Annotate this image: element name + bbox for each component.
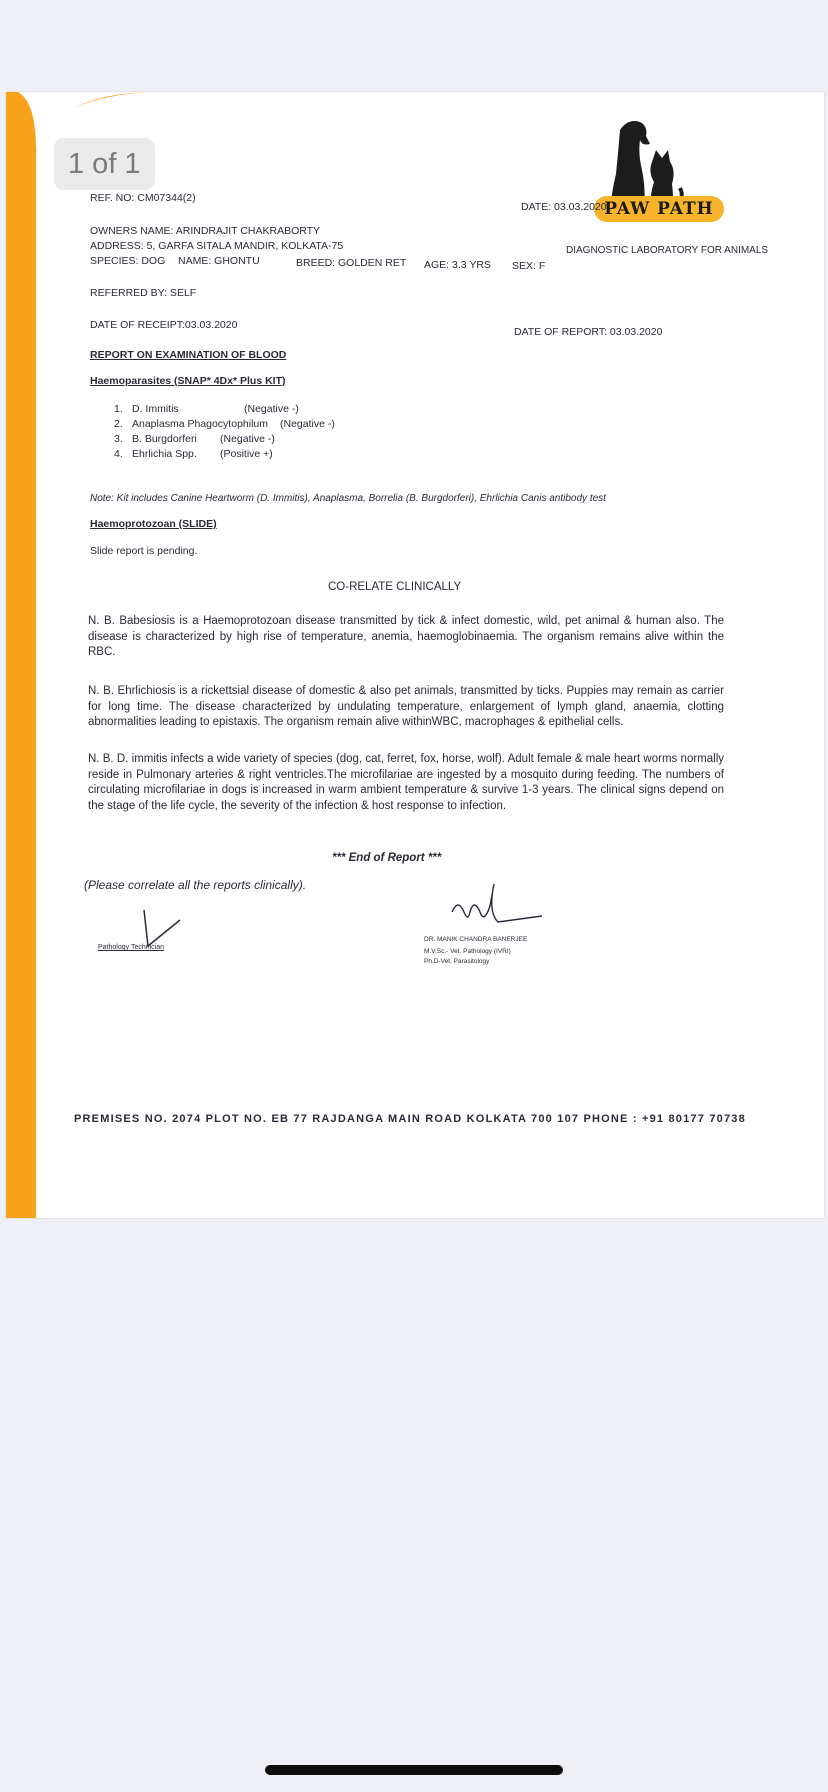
correlate-note: (Please correlate all the reports clinically). xyxy=(84,878,307,892)
home-indicator[interactable] xyxy=(265,1765,563,1775)
technician-label: Pathology Technician xyxy=(98,944,165,951)
babesiosis-note: N. B. Babesiosis is a Haemoprotozoan disease transmitted by tick & infect domestic, wild, pet animal & human also. The disease is characterized by high rise of temperature, anemia, haemoglobinaemia. The organism remains alive within the RBC. xyxy=(88,615,724,658)
owner-name: OWNERS NAME: ARINDRAJIT CHAKRABORTY xyxy=(90,225,321,237)
pet-name: NAME: GHONTU xyxy=(178,255,260,267)
list-item: 1. D. Immitis (Negative -) xyxy=(114,403,299,415)
breed: BREED: GOLDEN RET xyxy=(296,257,407,269)
report-page xyxy=(6,92,824,1218)
doctor-qualification-1: M.V.Sc.- Vet. Pathology (IVRI) xyxy=(424,948,511,955)
list-item: 2. Anaplasma Phagocytophilum (Negative -) xyxy=(114,418,335,430)
correlate-heading: CO-RELATE CLINICALLY xyxy=(328,581,462,593)
ref-number: REF. NO: CM07344(2) xyxy=(90,192,196,204)
age: AGE: 3.3 YRS xyxy=(424,259,491,271)
doctor-name: DR. MANIK CHANDRA BANERJEE xyxy=(424,936,528,943)
doctor-signature-icon xyxy=(446,882,546,942)
date-of-receipt: DATE OF RECEIPT:03.03.2020 xyxy=(90,319,238,331)
doctor-qualification-2: Ph.D-Vet. Parasitology xyxy=(424,958,490,965)
immitis-note: N. B. D. immitis infects a wide variety of species (dog, cat, ferret, fox, horse, wolf). Adult female & male heart worms normally reside in Pulmonary arteries & right ventricles.The microfilariae are ingested by a mosquito during feeding. The numbers of circulating microfilariae in dogs is increased in warm ambient temperature & survive 1-3 years. The clinical signs depend on the stage of the life cycle, the severity of the infection & host response to infection. xyxy=(88,753,724,812)
lab-address-footer: PREMISES NO. 2074 PLOT NO. EB 77 RAJDANGA MAIN ROAD KOLKATA 700 107 PHONE : +91 80177 70738 xyxy=(74,1113,746,1125)
end-of-report: *** End of Report *** xyxy=(332,852,442,864)
date-of-report: DATE OF REPORT: 03.03.2020 xyxy=(514,326,663,338)
paw-path-logo-text: PAW PATH xyxy=(594,196,724,222)
list-item: 3. B. Burgdorferi (Negative -) xyxy=(114,433,275,445)
kit-note: Note: Kit includes Canine Heartworm (D. Immitis), Anaplasma, Borrelia (B. Burgdorferi), Ehrlichia Canis antibody test xyxy=(90,493,606,504)
lab-tagline: DIAGNOSTIC LABORATORY FOR ANIMALS xyxy=(566,245,769,256)
slide-status: Slide report is pending. xyxy=(90,545,198,557)
report-date: DATE: 03.03.2020 xyxy=(521,201,607,213)
page-count-badge: 1 of 1 xyxy=(54,138,155,190)
list-item: 4. Ehrlichia Spp. (Positive +) xyxy=(114,448,273,460)
haemoparasites-heading: Haemoparasites (SNAP* 4Dx* Plus KIT) xyxy=(90,375,286,387)
test-results-list xyxy=(114,402,335,462)
sex: SEX: F xyxy=(512,260,546,272)
ehrlichiosis-note: N. B. Ehrlichiosis is a rickettsial disease of domestic & also pet animals, transmitted by ticks. Puppies may remain as carrier for long time. The disease characterized by undulating temperature, enlargement of lymph gland, anaemia, clotting abnormalities leading to epistaxis. The organism remain alive withinWBC, macrophages & epithelial cells. xyxy=(88,685,724,728)
orange-side-stripe xyxy=(6,92,36,1218)
report-title: REPORT ON EXAMINATION OF BLOOD xyxy=(90,349,287,361)
haemoprotozoan-heading: Haemoprotozoan (SLIDE) xyxy=(90,518,217,530)
referred-by: REFERRED BY: SELF xyxy=(90,287,197,299)
owner-address: ADDRESS: 5, GARFA SITALA MANDIR, KOLKATA-75 xyxy=(90,240,344,252)
species: SPECIES: DOG xyxy=(90,255,166,267)
